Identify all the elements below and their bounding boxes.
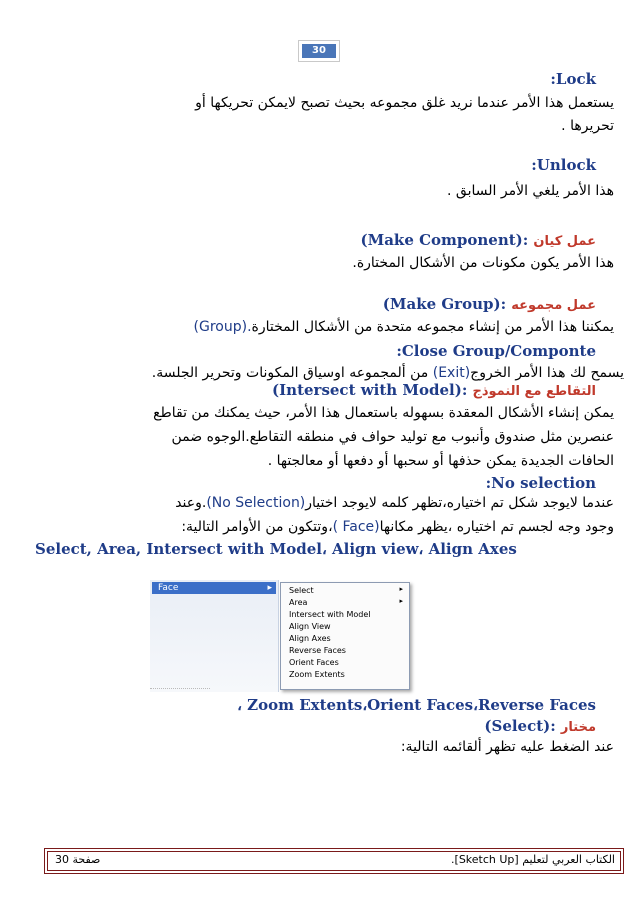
make-group-title-ar: عمل مجموعه [511,298,596,313]
make-group-heading [383,294,596,315]
make-component-text: هذا الأمر يكون مكونات من الأشكال المختارة. [352,255,614,271]
intersect-heading [272,380,596,401]
make-group-text [194,318,614,336]
menu-item-zoom-extents[interactable]: Zoom Extents [289,670,345,679]
no-selection-face: ( Face) [332,519,380,535]
menu-item-area[interactable]: Area [289,598,308,607]
select-title-ar: مختار [560,720,596,735]
menu-item-reverse-faces[interactable]: Reverse Faces [289,646,346,655]
commands-list: Select, Area, Intersect with Model، Align view، Align Axes [35,540,517,558]
intersect-text-line2: عنصرين مثل صندوق وأنبوب مع توليد حواف في منطقه التقاطع.الوجوه ضمن [171,429,614,445]
make-group-title-en: (Make Group): [382,295,507,313]
close-group-text-post: من ألمجموعه اوسياق المكونات وتحرير الجلسة. [151,365,429,381]
menu-item-face[interactable] [152,582,276,594]
menu-item-select[interactable]: Select [289,586,314,595]
no-selection-title: :No selection [485,474,596,492]
no-selection-line2-post: ،وتتكون من الأوامر التالية: [181,519,333,535]
menu-item-align-view[interactable]: Align View [289,622,331,631]
no-selection-text-post: .وعند [175,495,207,511]
select-title-en: (Select): [484,717,556,735]
select-heading [484,716,596,737]
footer-book-title: الكتاب العربي لتعليم [Sketch Up]. [451,853,615,866]
submenu-arrow-icon: ▸ [399,585,403,593]
lock-text-line2: تحريرها . [561,118,614,134]
lock-text-line1: يستعمل هذا الأمر عندما نريد غلق مجموعه بحيث تصبح لايمكن تحريكها أو [195,95,614,111]
submenu-arrow-icon: ▸ [399,597,403,605]
close-group-title: :Close Group/Componte [396,342,596,360]
menu-item-intersect-with-model[interactable]: Intersect with Model [289,610,371,619]
context-menu [150,580,279,692]
close-group-text-pre: يسمح لك هذا الأمر الخروج [470,365,624,381]
submenu-arrow-icon: ▸ [267,583,272,593]
intersect-text-line1: يمكن إنشاء الأشكال المعقدة بسهوله باستعمال هذا الأمر، حيث يمكنك من تقاطع [153,405,614,421]
footer-page-label: صفحة 30 [55,853,101,866]
no-selection-text-pre: عندما لايوجد شكل تم اختياره،تظهر كلمه لايوجد اختيار [305,495,614,511]
context-menu-screenshot [150,580,432,692]
make-component-heading [361,230,596,251]
intersect-text-line3: الحافات الجديدة يمكن حذفها أو سحبها أو دفعها أو معالجتها . [267,453,614,469]
no-selection-text-line1 [175,494,614,512]
commands-list-2: ، Zoom Extents،Orient Faces،Reverse Faces [237,696,596,714]
lock-title: :Lock [550,70,596,88]
make-component-title-ar: عمل كيان [533,234,596,249]
face-submenu [280,582,410,690]
page-footer [44,848,624,874]
menu-item-align-axes[interactable]: Align Axes [289,634,331,643]
select-text: عند الضغط عليه تظهر ألقائمه التالية: [400,739,614,755]
menu-item-face-label: Face [158,583,179,593]
close-group-exit: (Exit) [432,365,471,381]
unlock-text: هذا الأمر يلغي الأمر السابق . [447,183,614,199]
unlock-title: :Unlock [531,156,596,174]
menu-item-orient-faces[interactable]: Orient Faces [289,658,339,667]
page-number-badge [298,40,340,62]
no-selection-text-line2 [181,518,614,536]
no-selection-en: (No Selection) [206,495,306,511]
divider [150,688,210,689]
intersect-title-en: (Intersect with Model): [272,381,468,399]
make-component-title-en: (Make Component): [360,231,529,249]
intersect-title-ar: التقاطع مع النموذج [472,384,596,399]
make-group-text-en: (Group). [193,319,252,335]
page-number: 30 [302,44,336,58]
make-group-text-ar: يمكننا هذا الأمر من إنشاء مجموعه متحدة من الأشكال المختارة [251,319,614,335]
no-selection-line2-pre: وجود وجه لجسم تم اختياره ،يظهر مكانها [379,519,614,535]
